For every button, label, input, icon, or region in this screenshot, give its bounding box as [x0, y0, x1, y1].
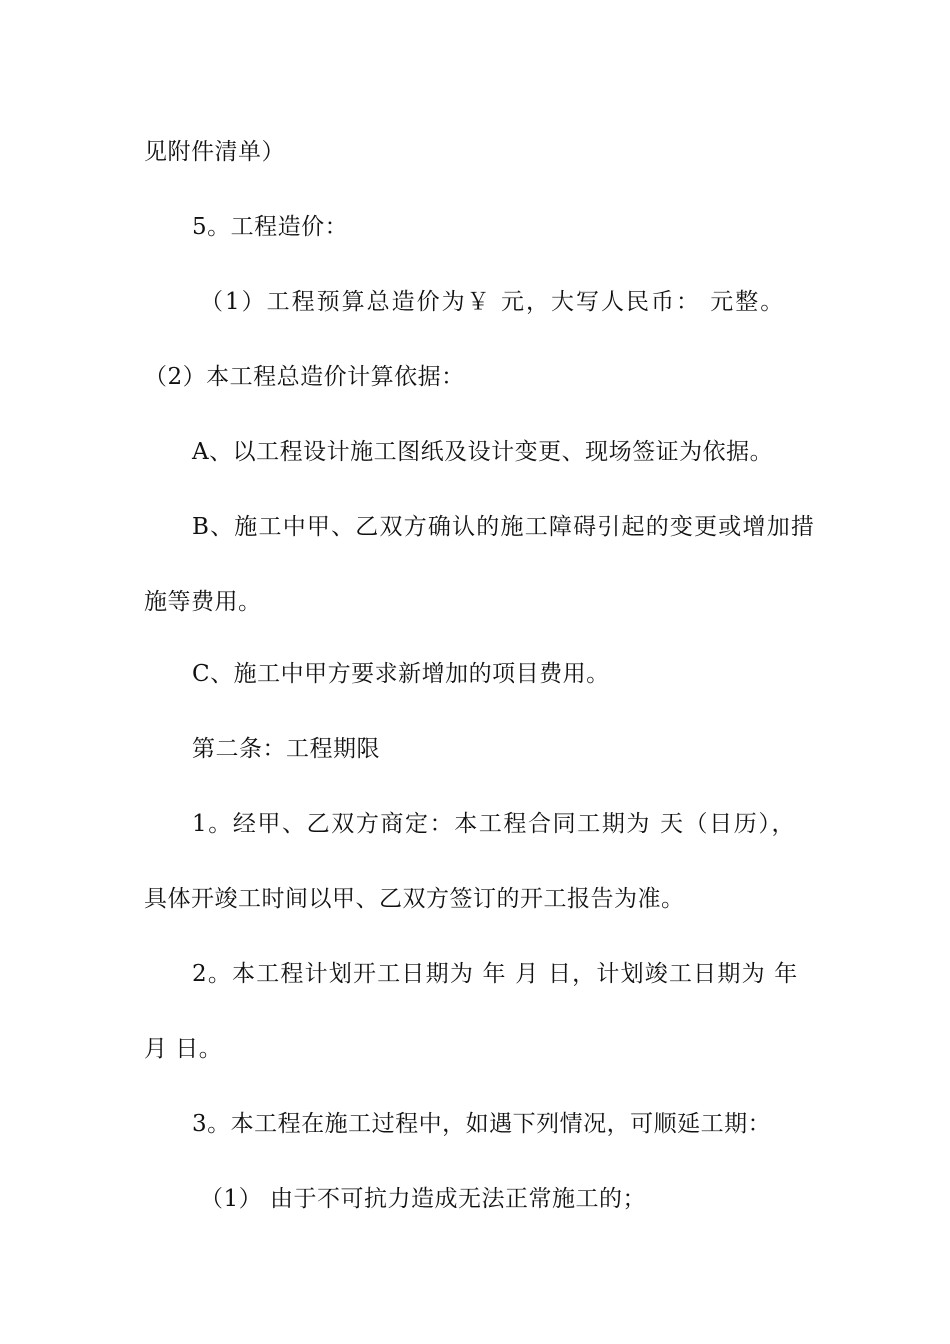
text-line-term-2-continued: 月 日。 — [144, 1036, 223, 1062]
text-line-section-project-cost: 5。工程造价： — [192, 214, 349, 240]
text-line-basis-b: B、施工中甲、乙双方确认的施工障碍引起的变更或增加措 — [192, 514, 816, 540]
text-line-term-1-continued: 具体开竣工时间以甲、乙双方签订的开工报告为准。 — [144, 886, 685, 912]
text-line-term-2: 2。本工程计划开工日期为 年 月 日，计划竣工日期为 年 — [192, 961, 799, 987]
text-line-term-3-item-1: （1） 由于不可抗力造成无法正常施工的； — [200, 1186, 646, 1212]
text-line-basis-c: C、施工中甲方要求新增加的项目费用。 — [192, 661, 610, 687]
text-line-basis-b-continued: 施等费用。 — [144, 589, 262, 615]
text-line-term-1: 1。经甲、乙双方商定：本工程合同工期为 天（日历）， — [192, 811, 797, 837]
text-line-cost-basis: （2）本工程总造价计算依据： — [144, 364, 465, 390]
text-line-basis-a: A、以工程设计施工图纸及设计变更、现场签证为依据。 — [192, 439, 774, 465]
text-line-term-3: 3。本工程在施工过程中，如遇下列情况，可顺延工期： — [192, 1111, 772, 1137]
text-line-attachment-list: 见附件清单） — [144, 139, 285, 165]
text-line-budget-total: （1）工程预算总造价为￥ 元，大写人民币： 元整。 — [200, 289, 786, 315]
article-heading-project-term: 第二条：工程期限 — [192, 736, 380, 762]
